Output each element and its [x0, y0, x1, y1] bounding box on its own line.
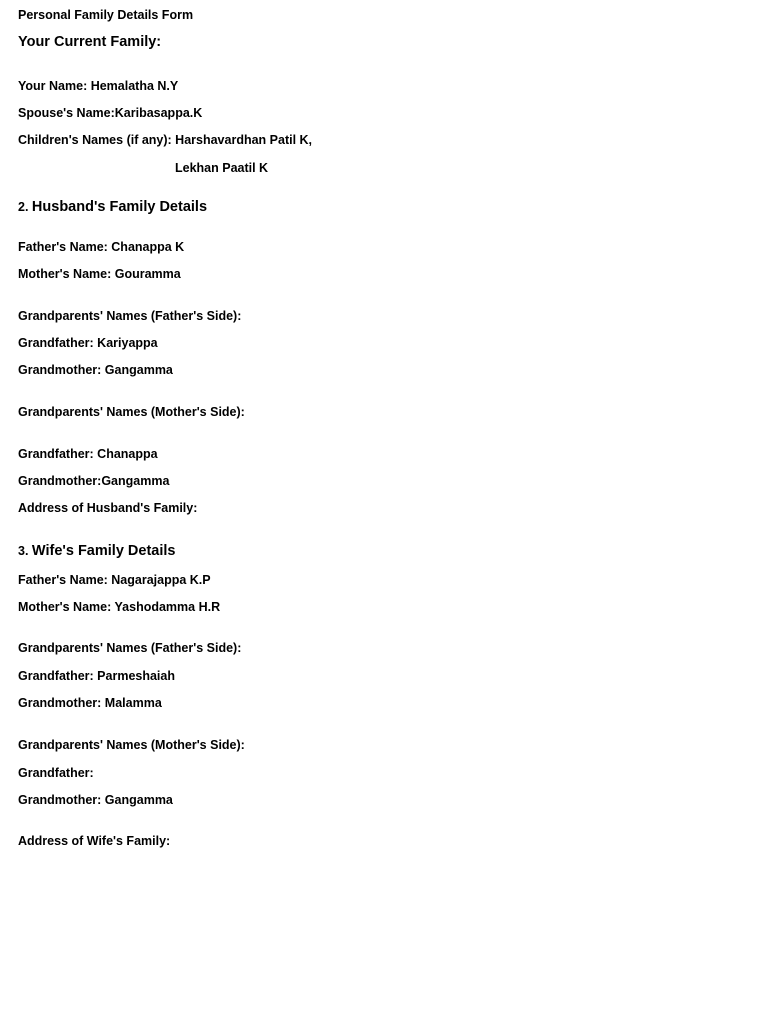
husband-mother-name: Mother's Name: Gouramma	[18, 267, 181, 281]
wife-grandparents-mother-side-label: Grandparents' Names (Mother's Side):	[18, 738, 245, 752]
husband-paternal-grandmother: Grandmother: Gangamma	[18, 363, 173, 377]
husband-father-name: Father's Name: Chanappa K	[18, 240, 185, 254]
husband-maternal-grandfather: Grandfather: Chanappa	[18, 447, 158, 461]
husband-family-address: Address of Husband's Family:	[18, 501, 198, 515]
wife-maternal-grandfather: Grandfather:	[18, 766, 94, 780]
children-names-line: Children's Names (if any): Harshavardhan Patil K,	[18, 133, 313, 147]
current-family-heading: Your Current Family:	[18, 34, 162, 50]
wife-paternal-grandmother: Grandmother: Malamma	[18, 696, 162, 710]
form-title: Personal Family Details Form	[18, 8, 194, 22]
wife-family-address: Address of Wife's Family:	[18, 834, 171, 848]
wife-grandparents-father-side-label: Grandparents' Names (Father's Side):	[18, 641, 242, 655]
husband-paternal-grandfather: Grandfather: Kariyappa	[18, 336, 158, 350]
your-name-line: Your Name: Hemalatha N.Y	[18, 79, 179, 93]
children-names-line-continued: Lekhan Paatil K	[175, 161, 269, 175]
wife-maternal-grandmother: Grandmother: Gangamma	[18, 793, 173, 807]
section-number: 3.	[18, 544, 29, 558]
husband-maternal-grandmother: Grandmother:Gangamma	[18, 474, 170, 488]
section-title: Wife's Family Details	[31, 543, 176, 559]
wife-mother-name: Mother's Name: Yashodamma H.R	[18, 600, 221, 614]
wife-paternal-grandfather: Grandfather: Parmeshaiah	[18, 669, 175, 683]
husband-family-heading	[18, 199, 207, 215]
husband-grandparents-father-side-label: Grandparents' Names (Father's Side):	[18, 309, 242, 323]
husband-grandparents-mother-side-label: Grandparents' Names (Mother's Side):	[18, 405, 245, 419]
wife-family-heading	[18, 543, 175, 559]
wife-father-name: Father's Name: Nagarajappa K.P	[18, 573, 211, 587]
section-number: 2.	[18, 200, 29, 214]
section-title: Husband's Family Details	[31, 199, 208, 215]
spouse-name-line: Spouse's Name:Karibasappa.K	[18, 106, 203, 120]
